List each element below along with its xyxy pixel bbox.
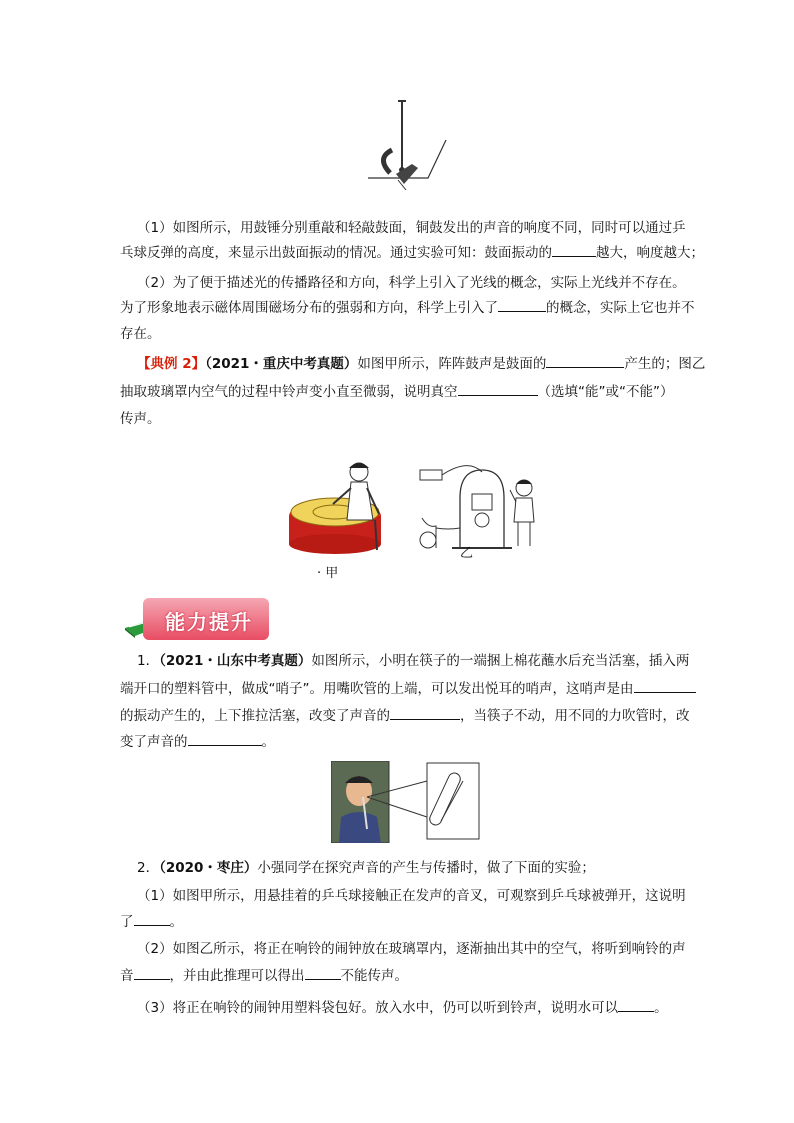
problem2-line1: 2．（2020・枣庄）小强同学在探究声音的产生与传播时，做了下面的实验； [137, 860, 595, 876]
problem1-line1: 1．（2021・山东中考真题）如图所示，小明在筷子的一端捆上棉花蘸水后充当活塞，插入两 [137, 653, 690, 669]
q1-part2-line3: 存在。 [120, 326, 161, 342]
bell-jar-figure [408, 458, 548, 554]
q1-part1-line1: （1）如图所示，用鼓锤分别重敲和轻敲鼓面，铜鼓发出的声音的响度不同，同时可以通过乒 [137, 220, 686, 236]
answer-blank[interactable] [546, 353, 624, 368]
answer-blank[interactable] [188, 731, 262, 746]
example2-line2: 抽取玻璃罩内空气的过程中铃声变小直至微弱，说明真空 （选填“能”或“不能”） [120, 381, 700, 403]
problem2-part2-line2: 音 ，并由此推理可以得出 不能传声。 [120, 965, 700, 987]
q1-part2-line1: （2）为了便于描述光的传播路径和方向，科学上引入了光线的概念，实际上光线并不存在。 [137, 275, 686, 291]
figure-label-jia: · 甲 [317, 566, 339, 581]
drum-player-figure [287, 458, 399, 558]
q1-part1-line2: 乓球反弹的高度，来显示出鼓面振动的情况。通过实验可知：鼓面振动的 越大，响度越大； [120, 242, 700, 264]
problem2-part1-line2: 了 。 [120, 911, 700, 933]
drum-pendulum-figure [360, 98, 450, 190]
boy-whistle-figure [331, 761, 481, 843]
section-title: 能力提升 [165, 610, 253, 634]
answer-blank[interactable] [390, 705, 460, 720]
answer-blank[interactable] [305, 965, 341, 980]
problem2-part1-line1: （1）如图甲所示，用悬挂着的乒乓球接触正在发声的音叉，可观察到乒乓球被弹开，这说明 [137, 888, 686, 904]
section-title-badge [143, 598, 269, 640]
problem2-part3-line1: （3）将正在响铃的闹钟用塑料袋包好。放入水中，仍可以听到铃声，说明水可以 。 [137, 997, 717, 1019]
answer-blank[interactable] [552, 242, 596, 257]
answer-blank[interactable] [134, 911, 170, 926]
problem1-line3: 的振动产生的，上下推拉活塞，改变了声音的 ，当筷子不动，用不同的力吹管时，改 [120, 705, 700, 727]
problem2-part2-line1: （2）如图乙所示，将正在响铃的闹钟放在玻璃罩内，逐渐抽出其中的空气，将听到响铃的声 [137, 941, 686, 957]
example2-line3: 传声。 [120, 411, 161, 427]
answer-blank[interactable] [634, 678, 696, 693]
problem1-line4: 变了声音的 。 [120, 731, 700, 753]
answer-blank[interactable] [498, 297, 546, 312]
problem1-line2: 端开口的塑料管中，做成“哨子”。用嘴吹管的上端，可以发出悦耳的哨声，这哨声是由 [120, 678, 700, 700]
q1-part2-line2: 为了形象地表示磁体周围磁场分布的强弱和方向，科学上引入了 的概念，实际上它也并不 [120, 297, 700, 319]
answer-blank[interactable] [458, 381, 538, 396]
answer-blank[interactable] [618, 997, 654, 1012]
answer-blank[interactable] [134, 965, 170, 980]
example2-line1: 【典例 2】（2021・重庆中考真题）如图甲所示，阵阵鼓声是鼓面的 产生的；图乙 [137, 353, 717, 375]
figure-label-yi: 乙 [460, 546, 474, 561]
